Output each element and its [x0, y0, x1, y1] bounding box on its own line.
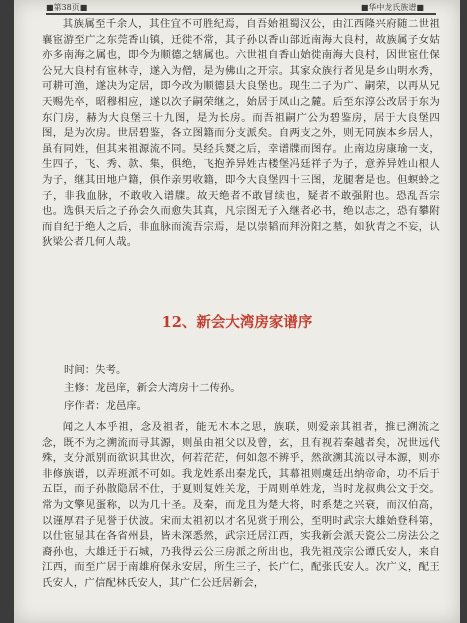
book-title: ■华中龙氏族谱■ [360, 3, 424, 12]
page-number-label: ■第38页■ [46, 3, 88, 12]
meta-preface-author: 序作者：龙邑庠。 [64, 400, 148, 412]
paragraph-2-text: 闻之人本乎祖，念及祖者，能无木本之思，族联，则爱亲其祖者，推已溯流之念，既不为之溯流而寻其源，则虽由祖父以及曾，玄，且有视若秦越者矣，况世远代殊，支分派别而欲识其世次，何若茫茫，何如忽不辨乎，然欲溯其流以寻本源，则亦非修族谱，以弄班派不可如。我龙姓系出秦龙氏，其幕祖则虞廷出纳帝命，功不后于五臣，而子孙散隐居不仕，于夏则复姓关龙，于周则单姓龙，当时龙叔典公文于交。常为文擎见蛋称，以为几十圣。及秦，而龙且为楚大将，时系楚之兴衰，而汉伯高，以谨厚君子见誉于伏波。宋而太祖初以才名见赏于刑公，至明时武宗大雄始登科第，以仕宦显其在各省州县，皆未深悉然，武宗迁居江西，实我新会派天瓷公二房法公之裔孙也，大雄迁于石城，乃我得云公三房派之所出也，我先祖茂宗公谭氏安人，来自江西，而至广居于南雄府保永安居，所生三子，长广仁，配张氏安人。次广义，配王氏安人，广信配林氏安人，其广仁公迁居新会， [42, 421, 440, 589]
book-page [14, 0, 460, 623]
meta-compiler: 主修：龙邑庠，新会大湾房十二传孙。 [64, 382, 241, 394]
header-rule [46, 13, 436, 15]
section-title: 12、新会大湾房家谱序 [161, 314, 313, 331]
paragraph-1 [42, 17, 440, 251]
paragraph-1-text: 其族属至千余人，其住宜不可胜纪焉，自吾始祖蜀汉公，由江西隆兴府随二世祖襄宦游至广之东莞香山镇，迁徙不常，其子孙以香山部近南海大良村，故族属子女姑亦多南海之属也，即今为顺德之辖属也。六世祖自香山始徙南海大良村，因世宦仕保公兄大良村有宦林寺，遂入为僧，是为佛山之开宗。其家众族行者见是乡山明水秀，可耕可渔，遂决为定居，即今改为顺德县大良堡也。现生二子为广、嗣荣，以再从兄天赐先卒，昭穆相应，遂以次子嗣荣继之，始居于凤山之麓。后至东淳公改居于东为东门房，赫为大良堡三十九图，是为长房。而吾祖嗣广公为碧鉴房，居于大良堡四图，是为次房。世居碧鉴，各立图籍而分支派矣。自两支之外，则无同族本乡居人，虽有同姓，但其来祖源流不同。昊经兵燹之后，幸谱牒而图存。止南边房康瑜一支，生四子，飞、秀、款、集，俱绝，飞抱养异姓古楼堡冯廷祥子为子，意养异姓山根人为子，继其田地户籍，俱作亲男收籍，即今大良堡四十三图，龙腿奢是也。但螟蛉之子，非我血脉，不敢收入谱牒。故天绝者不敢冒续也，疑者不敢强附也。恐乱吾宗也。选俱天后之子孙会久而愈失其真，凡宗图无子入继者必书，绝以志之，恐有攀附而自纪于绝人之后，非血脉而流吾宗焉，是以崇韬而拜汾阳之墓，如狄青之不妄，认狄梁公者几何人哉。 [42, 18, 440, 249]
paragraph-2 [42, 420, 440, 592]
running-header [34, 0, 450, 15]
meta-time: 时间：失考。 [64, 364, 127, 376]
